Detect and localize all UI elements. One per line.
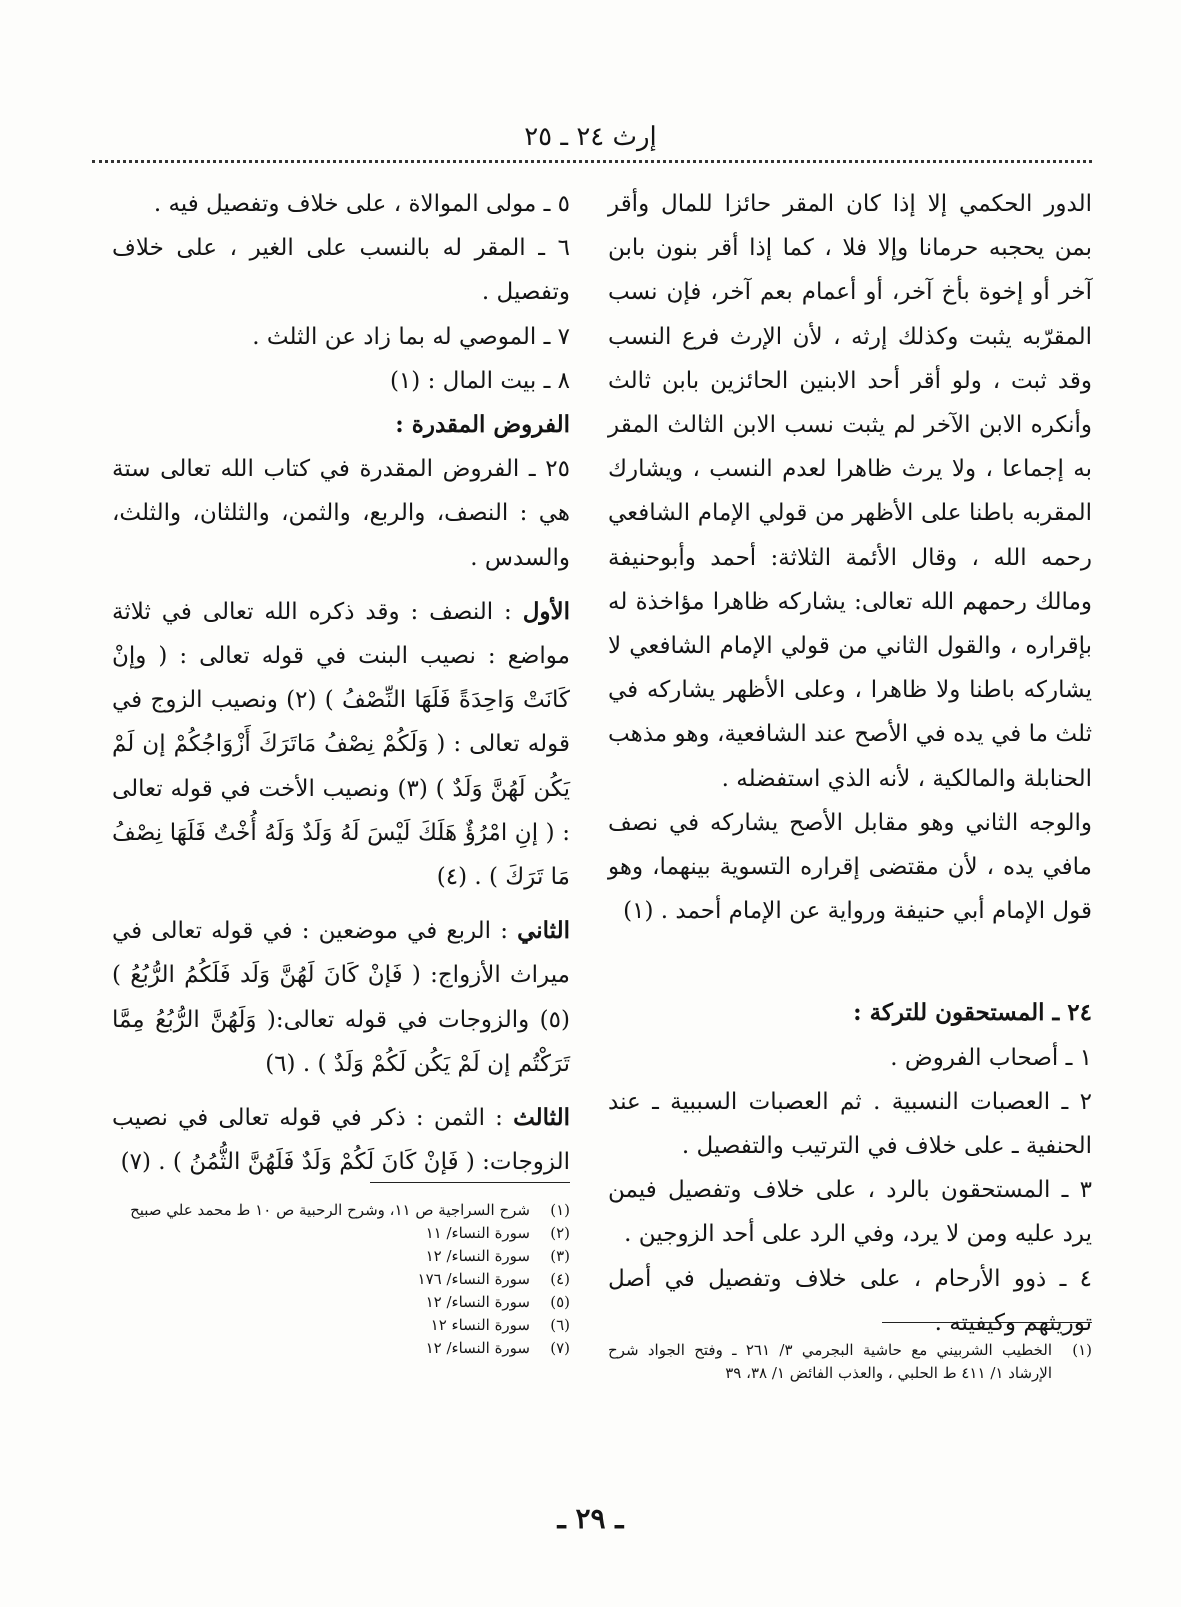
third-label: الثالث bbox=[513, 1104, 571, 1132]
footnote-text: شرح السراجية ص ١١، وشرح الرحبية ص ١٠ ط محمد علي صبيح bbox=[130, 1201, 530, 1219]
footnote bbox=[112, 1199, 570, 1222]
list-item: ٤ ـ ذوو الأرحام ، على خلاف وتفصيل في أصل توريثهم وكيفيته . bbox=[608, 1265, 1092, 1336]
footnote-text: سورة النساء/ ١٢ bbox=[425, 1293, 530, 1311]
footnote-number: (٥) bbox=[550, 1293, 570, 1311]
list-item: ٨ ـ بيت المال : (١) bbox=[389, 367, 570, 394]
paragraph: الدور الحكمي إلا إذا كان المقر حائزا للمال وأقر بمن يحجبه حرمانا وإلا فلا ، كما إذا أقر بنون بابن آخر أو إخوة بأخ آخر، أو أعمام بعم آخر، فإن نسب المقرّبه يثبت وكذلك إرثه ، لأن الإرث فرع النسب وقد ثبت ، ولو أقر أحد الابنين الحائزين بابن ثالث وأنكره الابن الآخر لم يثبت نسب الابن الثالث المقر به إجماعا ، ولا يرث ظاهرا لعدم النسب ، ويشارك المقربه باطنا على الأظهر من قولي الإمام الشافعي رحمه الله ، وقال الأئمة الثلاثة: أحمد وأبوحنيفة ومالك رحمهم الله تعالى: يشاركه ظاهرا مؤاخذة له بإقراره ، والقول الثاني من قولي الإمام الشافعي لا يشاركه باطنا ولا ظاهرا ، وعلى الأظهر يشاركه في ثلث ما في يده في الأصح عند الشافعية، وهو مذهب الحنابلة والمالكية ، لأنه الذي استفضله . bbox=[608, 191, 1092, 792]
list-item: ١ ـ أصحاب الفروض . bbox=[890, 1044, 1092, 1071]
footnote-text: الخطيب الشربيني مع حاشية البجرمي ٣/ ٢٦١ ـ وفتح الجواد شرح الإرشاد ١/ ٤١١ ط الحلبي ، والعذب الفائض ١/ ٣٨، ٣٩ bbox=[608, 1341, 1052, 1382]
footnote bbox=[608, 1339, 1092, 1385]
first-text: : النصف : وقد ذكره الله تعالى في ثلاثة مواضع : نصيب البنت في قوله تعالى : ( وإنْ كَانَتْ وَاحِدَةً فَلَهَا النِّصْفُ ) (٢) ونصيب الزوج في قوله تعالى : ( وَلَكُمْ نِصْفُ مَاتَرَكَ أَزْوَاجُكُمْ إن لَمْ يَكُن لَهُنَّ وَلَدٌ ) (٣) ونصيب الأخت في قوله تعالى : ( إنِ امْرُؤٌ هَلَكَ لَيْسَ لَهُ وَلَدٌ وَلَهُ أُخْتٌ فَلَهَا نِصْفُ مَا تَرَكَ ) . (٤) bbox=[112, 598, 571, 891]
left-footnotes bbox=[112, 1182, 570, 1360]
list-item: ٣ ـ المستحقون بالرد ، على خلاف وتفصيل فيمن يرد عليه ومن لا يرد، وفي الرد على أحد الزوجين . bbox=[608, 1177, 1092, 1248]
paragraph-first bbox=[112, 590, 570, 899]
dotted-divider bbox=[92, 160, 1092, 163]
footnote bbox=[112, 1291, 570, 1314]
footnote bbox=[112, 1222, 570, 1245]
footnote-number: (١) bbox=[550, 1201, 570, 1219]
footnote bbox=[112, 1314, 570, 1337]
footnote-text: سورة النساء/ ١١ bbox=[425, 1224, 530, 1242]
footnote-text: سورة النساء/ ١٧٦ bbox=[417, 1270, 530, 1288]
right-footnotes bbox=[608, 1322, 1092, 1385]
second-text: : الربع في موضعين : في قوله تعالى في ميراث الأزواج: ( فَإنْ كَانَ لَهُنَّ وَلَد فَلَكُمُ الرُّبُعُ ) (٥) والزوجات في قوله تعالى:( وَلَهُنَّ الرُّبُعُ مِمَّا تَرَكْتُم إن لَمْ يَكُن لَكُمْ وَلَدٌ ) . (٦) bbox=[112, 918, 570, 1077]
first-label: الأول bbox=[522, 597, 571, 625]
paragraph-25: ٢٥ ـ الفروض المقدرة في كتاب الله تعالى ستة هي : النصف، والربع، والثمن، والثلثان، والثلث، والسدس . bbox=[112, 456, 570, 571]
footnote bbox=[112, 1268, 570, 1291]
footnote-divider bbox=[370, 1182, 570, 1183]
footnote-divider bbox=[882, 1322, 1092, 1323]
page-number: ـ ٢٩ ـ bbox=[557, 1502, 624, 1535]
right-column bbox=[608, 182, 1092, 1345]
footnote bbox=[112, 1245, 570, 1268]
paragraph: والوجه الثاني وهو مقابل الأصح يشاركه في نصف مافي يده ، لأن مقتضى إقراره التسوية بينهما، وهو قول الإمام أبي حنيفة ورواية عن الإمام أحمد . (١) bbox=[608, 809, 1092, 925]
footnote-number: (٤) bbox=[550, 1270, 570, 1288]
footnote-number: (٣) bbox=[550, 1247, 570, 1265]
footnote-number: (١) bbox=[1072, 1341, 1092, 1359]
footnote-number: (٢) bbox=[550, 1224, 570, 1242]
footnote-text: سورة النساء ١٢ bbox=[430, 1316, 530, 1334]
footnote-text: سورة النساء/ ١٢ bbox=[425, 1339, 530, 1357]
paragraph-second bbox=[112, 909, 570, 1086]
paragraph-third bbox=[112, 1096, 570, 1184]
footnote-number: (٧) bbox=[550, 1339, 570, 1357]
footnote-number: (٦) bbox=[550, 1316, 570, 1334]
second-label: الثاني bbox=[517, 917, 571, 945]
section-heading: الفروض المقدرة : bbox=[395, 411, 570, 439]
list-item: ٥ ـ مولى الموالاة ، على خلاف وتفصيل فيه . bbox=[153, 191, 570, 217]
section-24-heading: ٢٤ ـ المستحقون للتركة : bbox=[853, 999, 1092, 1027]
running-title: إرث ٢٤ ـ ٢٥ bbox=[524, 122, 657, 152]
left-column bbox=[112, 182, 570, 1184]
list-item: ٢ ـ العصبات النسبية . ثم العصبات السببية ـ عند الحنفية ـ على خلاف في الترتيب والتفصيل . bbox=[608, 1088, 1092, 1160]
third-text: : الثمن : ذكر في قوله تعالى في نصيب الزوجات: ( فَإنْ كَانَ لَكُمْ وَلَدٌ فَلَهُنَّ الثُّمُنُ ) . (٧) bbox=[112, 1105, 570, 1176]
footnote bbox=[112, 1337, 570, 1360]
list-item: ٦ ـ المقر له بالنسب على الغير ، على خلاف وتفصيل . bbox=[112, 235, 570, 306]
list-item: ٧ ـ الموصي له بما زاد عن الثلث . bbox=[252, 323, 570, 350]
footnote-text: سورة النساء/ ١٢ bbox=[425, 1247, 530, 1265]
